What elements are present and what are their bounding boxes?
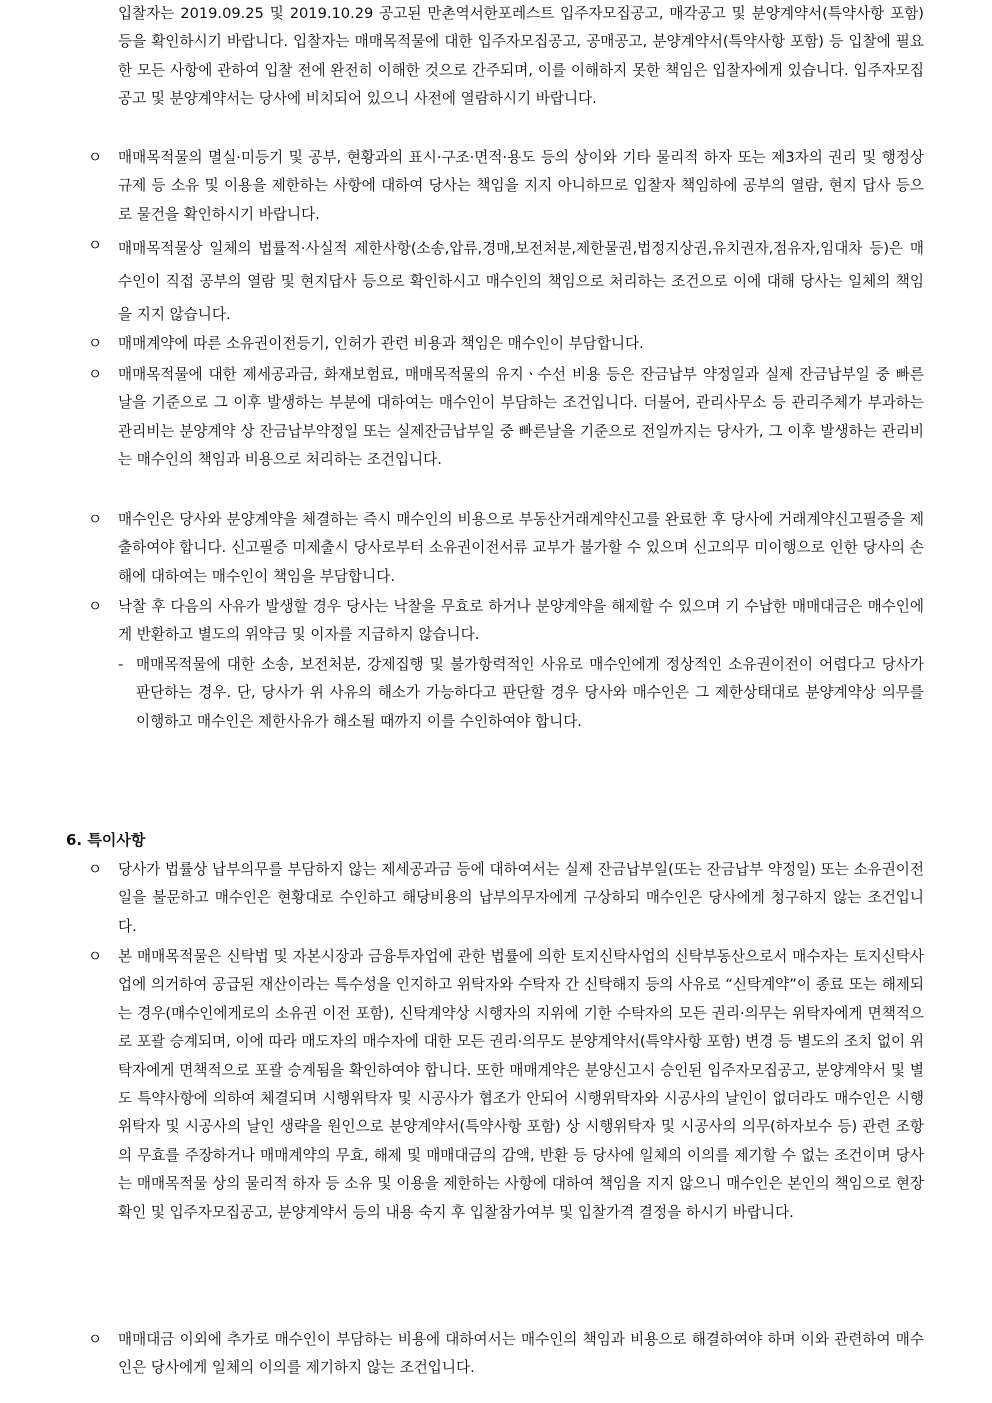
- paragraph-taxes-fees: 매매목적물에 대한 제세공과금, 화재보험료, 매매목적물의 유지ㆍ수선 비용 등은 잔금납부 약정일과 실제 잔금납부일 중 빠른 날을 기준으로 그 이후 발생하는 부분에 대하여는 매수인이 부담하는 조건입니다. 더불어, 관리사무소 등 관리주체가 부과하는 관리비는 분양계약 상 잔금납부약정일 또는 실제잔금납부일 중 빠른날을 기준으로 전일까지는 당사가, 그 이후 발생하는 관리비는 매수인의 책임과 비용으로 처리하는 조건입니다.: [118, 366, 924, 469]
- paragraph-restrictions: 매매목적물상 일체의 법률적·사실적 제한사항(소송,압류,경매,보전처분,제한물권,법정지상권,유치권자,점유자,임대차 등)은 매수인이 직접 공부의 열람 및 현지답사 등으로 확인하시고 매수인의 책임으로 처리하는 조건으로 이에 대해 당사는 일체의 책임을 지지 않습니다.: [118, 240, 924, 323]
- paragraph-transaction-report: 매수인은 당사와 분양계약을 체결하는 즉시 매수인의 비용으로 부동산거래계약신고를 완료한 후 당사에 거래계약신고필증을 제출하여야 합니다. 신고필증 미제출시 당사로부터 소유권이전서류 교부가 불가할 수 있으며 신고의무 미이행으로 인한 당사의 손해에 대하여는 매수인이 책임을 부담합니다.: [118, 511, 924, 585]
- bullet-icon: ㅇ: [88, 511, 103, 528]
- bullet-icon: ㅇ: [88, 948, 103, 965]
- section6-item-trust: 본 매매목적물은 신탁법 및 자본시장과 금융투자업에 관한 법률에 의한 토지신탁사업의 신탁부동산으로서 매수자는 토지신탁사업에 의거하여 공급된 재산이라는 특수성을 인지하고 위탁자와 수탁자 간 신탁해지 등의 사유로 “신탁계약”이 종료 또는 해제되는 경우(매수인에게로의 소유권 이전 포함), 신탁계약상 시행자의 지위에 기한 수탁자의 모든 권리·의무는 위탁자에게 면책적으로 포괄 승계되며, 이에 따라 매도자의 매수자에 대한 모든 권리·의무도 분양계약서(특약사항 포함) 변경 등 별도의 조치 없이 위탁자에게 면책적으로 포괄 승계됨을 확인하여야 합니다. 또한 매매계약은 분양신고시 승인된 입주자모집공고, 분양계약서 및 별도 특약사항에 의하여 체결되며 시행위탁자 및 시공사가 협조가 안되어 시행위탁자와 시공사의 날인이 없더라도 매수인은 시행위탁자 및 시공사의 날인 생략을 원인으로 분양계약서(특약사항 포함) 상 시행위탁자 및 시공사의 의무(하자보수 등) 관련 조항의 무효를 주장하거나 매매계약의 무효, 해제 및 매매대금의 감액, 반환 등 당사에 일체의 이의를 제기할 수 없는 조건이며 당사는 매매목적물 상의 물리적 하자 등 소유 및 이용을 제한하는 사항에 대하여 책임을 지지 않으니 매수인은 본인의 책임으로 현장 확인 및 입주자모집공고, 분양계약서 등의 내용 숙지 후 입찰참가여부 및 입찰가격 결정을 하시기 바랍니다.: [118, 948, 924, 1221]
- paragraph-invalidation: 낙찰 후 다음의 사유가 발생할 경우 당사는 낙찰을 무효로 하거나 분양계약을 해제할 수 있으며 기 수납한 매매대금은 매수인에게 반환하고 별도의 위약금 및 이자를 지급하지 않습니다.: [118, 598, 924, 644]
- sub-paragraph-litigation: 매매목적물에 대한 소송, 보전처분, 강제집행 및 불가항력적인 사유로 매수인에게 정상적인 소유권이전이 어렵다고 당사가 판단하는 경우. 단, 당사가 위 사유의 해소가 가능하다고 판단할 경우 당사와 매수인은 그 제한상태대로 분양계약상 의무를 이행하고 매수인은 제한사유가 해소될 때까지 이를 수인하여야 합니다.: [136, 656, 924, 730]
- bullet-icon: ㅇ: [88, 861, 103, 878]
- bullet-icon: ㅇ: [88, 149, 103, 166]
- paragraph-defects: 매매목적물의 멸실·미등기 및 공부, 현황과의 표시·구조·면적·용도 등의 상이와 기타 물리적 하자 또는 제3자의 권리 및 행정상 규제 등 소유 및 이용을 제한하는 사항에 대하여 당사는 책임을 지지 아니하므로 입찰자 책임하에 공부의 열람, 현지 답사 등으로 물건을 확인하시기 바랍니다.: [118, 149, 924, 223]
- section6-item-taxes: 당사가 법률상 납부의무를 부담하지 않는 제세공과금 등에 대하여서는 실제 잔금납부일(또는 잔금납부 약정일) 또는 소유권이전일을 불문하고 매수인은 현황대로 수인하고 해당비용의 납부의무자에게 구상하되 매수인은 당사에게 청구하지 않는 조건입니다.: [118, 861, 924, 935]
- bullet-icon: ㅇ: [88, 366, 103, 383]
- bullet-icon: ㅇ: [88, 598, 103, 615]
- section-heading: 6. 특이사항: [66, 831, 146, 849]
- continued-paragraph: 입찰자는 2019.09.25 및 2019.10.29 공고된 만촌역서한포레스트 입주자모집공고, 매각공고 및 분양계약서(특약사항 포함) 등을 확인하시기 바랍니다. 입찰자는 매매목적물에 대한 입주자모집공고, 공매공고, 분양계약서(특약사항 포함) 등 입찰에 필요한 모든 사항에 관하여 입찰 전에 완전히 이해한 것으로 간주되며, 이를 이해하지 못한 책임은 입찰자에게 있습니다. 입주자모집공고 및 분양계약서는 당사에 비치되어 있으니 사전에 열람하시기 바랍니다.: [118, 5, 924, 108]
- paragraph-registration-cost: 매매계약에 따른 소유권이전등기, 인허가 관련 비용과 책임은 매수인이 부담합니다.: [118, 335, 644, 352]
- bullet-icon: ㅇ: [88, 335, 103, 352]
- section6-item-additional-costs: 매매대금 이외에 추가로 매수인이 부담하는 비용에 대하여서는 매수인의 책임과 비용으로 해결하여야 하며 이와 관련하여 매수인은 당사에게 일체의 이의를 제기하지 않는 조건입니다.: [118, 1331, 924, 1377]
- bullet-icon: ㅇ: [88, 1331, 103, 1348]
- bullet-icon: ㅇ: [88, 237, 103, 254]
- dash-icon: -: [118, 656, 124, 673]
